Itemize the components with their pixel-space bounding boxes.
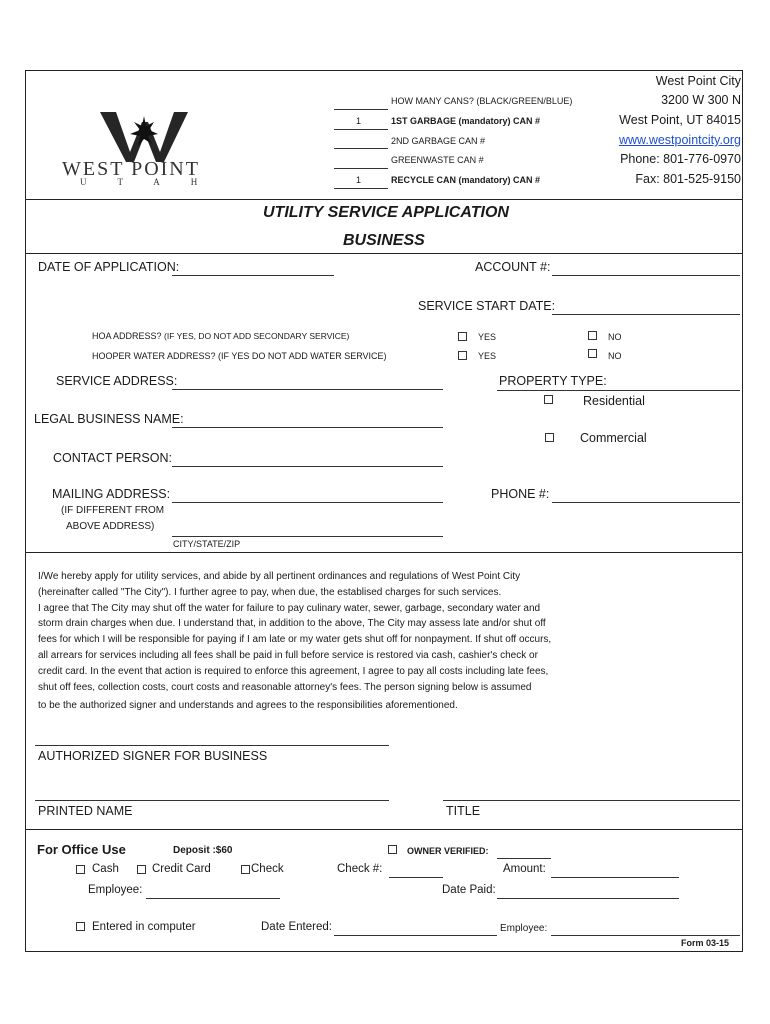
cash-checkbox[interactable] [76,865,85,874]
entered-in-computer-checkbox[interactable] [76,922,85,931]
city-citystate: West Point, UT 84015 [619,113,741,127]
city-state-zip-label: CITY/STATE/ZIP [173,539,241,549]
hooper-yes-label: YES [478,351,497,361]
form-title: UTILITY SERVICE APPLICATION [263,204,509,221]
hoa-yes-label: YES [478,332,497,342]
property-type-label: PROPERTY TYPE: [499,374,607,388]
commercial-label: Commercial [580,431,647,445]
service-address-field[interactable] [172,389,443,390]
hoa-label: HOA ADDRESS? (IF YES, DO NOT ADD SECONDARY SERVICE) [92,331,350,341]
owner-verified-field[interactable] [497,858,551,859]
mailing-address-label: MAILING ADDRESS: [52,487,171,501]
can-label-4: RECYCLE CAN (mandatory) CAN # [391,175,541,185]
phone-field[interactable] [552,502,740,503]
form-number: Form 03-15 [681,938,730,948]
deposit-label: Deposit :$60 [173,845,233,856]
city-website-link[interactable]: www.westpointcity.org [618,133,741,147]
date-of-application-label: DATE OF APPLICATION: [38,260,180,274]
date-paid-field[interactable] [497,898,679,899]
city-phone: Phone: 801-776-0970 [620,152,741,166]
logo-state: UTAH [80,177,229,187]
form-subtitle: BUSINESS [343,232,425,249]
printed-name-label: PRINTED NAME [38,804,133,818]
cans-header: HOW MANY CANS? (BLACK/GREEN/BLUE) [391,96,573,106]
employee-field[interactable] [146,898,280,899]
can-label-2: 2ND GARBAGE CAN # [391,136,486,146]
phone-label: PHONE #: [491,487,550,501]
date-of-application-field[interactable] [172,275,334,276]
account-label: ACCOUNT #: [475,260,551,274]
owner-verified-checkbox[interactable] [388,845,397,854]
check-number-label: Check #: [337,863,383,875]
employee-label: Employee: [88,884,143,896]
credit-card-checkbox[interactable] [137,865,146,874]
date-entered-field[interactable] [334,935,497,936]
office-use-heading: For Office Use [37,842,126,857]
residential-checkbox[interactable] [544,395,553,404]
hooper-no-label: NO [608,351,622,361]
contact-person-label: CONTACT PERSON: [53,451,172,465]
account-field[interactable] [552,275,740,276]
hooper-yes-checkbox[interactable] [458,351,467,360]
w-logo-mark [98,108,190,164]
date-entered-label: Date Entered: [261,921,332,933]
credit-card-label: Credit Card [152,863,211,875]
city-name: West Point City [655,74,741,88]
residential-label: Residential [583,394,645,408]
entered-in-computer-label: Entered in computer [92,921,196,933]
can-label-3: GREENWASTE CAN # [391,155,484,165]
logo-name: WEST POINT [62,158,200,180]
service-start-label: SERVICE START DATE: [418,299,556,313]
check-label: Check [251,863,284,875]
check-checkbox[interactable] [241,865,250,874]
date-paid-label: Date Paid: [442,884,496,896]
hoa-no-label: NO [608,332,622,342]
check-number-field[interactable] [389,877,443,878]
city-state-zip-field[interactable] [172,536,443,537]
hoa-yes-checkbox[interactable] [458,332,467,341]
contact-person-field[interactable] [172,466,443,467]
amount-field[interactable] [551,877,679,878]
mailing-address-field[interactable] [172,502,443,503]
amount-label: Amount: [503,863,546,875]
service-start-field[interactable] [552,314,740,315]
owner-verified-label: OWNER VERIFIED: [407,846,489,856]
service-address-label: SERVICE ADDRESS: [56,374,178,388]
authorized-signer-field[interactable] [35,745,389,746]
authorized-signer-label: AUTHORIZED SIGNER FOR BUSINESS [38,749,268,763]
cash-label: Cash [92,863,119,875]
employee2-field[interactable] [551,935,740,936]
city-street: 3200 W 300 N [661,93,741,107]
legal-business-name-field[interactable] [172,427,443,428]
city-fax: Fax: 801-525-9150 [635,172,741,186]
title-field[interactable] [443,800,740,801]
title-label: TITLE [446,804,481,818]
can-count-1[interactable]: 1 [356,116,362,126]
agreement-text: I/We hereby apply for utility services, and abide by all pertinent ordinances and regulations of West Point City (hereinafter called "The City"). I further agree to pay, when due, the establised charges for such services. I agree that The City may shut off the water for failure to pay culinary water, sewer, garbage, secondary water and storm drain charges when due. I understand that, in addition to the above, The City may assess late and/or shut off fees for which I will be responsible for paying if I am late or my water gets shut off for nonpayment. If shut off occurs, all arrears for services including all fees shall be paid in full before service is restored via cash, cashier's check or credit card. In the event that action is required to enforce this agreement, I agree to pay all costs including late fees, shut off fees, collection costs, court costs and reasonable attorney's fees. The person signing below is assumed to be the authorized signer and understands and agrees to the responsibilities aforementioned. [38,571,552,712]
employee2-label: Employee: [500,923,548,934]
hooper-no-checkbox[interactable] [588,349,597,358]
hooper-label: HOOPER WATER ADDRESS? (IF YES DO NOT ADD WATER SERVICE) [92,351,387,361]
commercial-checkbox[interactable] [545,433,554,442]
can-count-4[interactable]: 1 [356,175,362,185]
hoa-no-checkbox[interactable] [588,331,597,340]
mailing-note-1: (IF DIFFERENT FROM [61,505,165,516]
can-label-1: 1ST GARBAGE (mandatory) CAN # [391,116,541,126]
printed-name-field[interactable] [35,800,389,801]
mailing-note-2: ABOVE ADDRESS) [66,521,155,532]
legal-business-name-label: LEGAL BUSINESS NAME: [34,412,184,426]
